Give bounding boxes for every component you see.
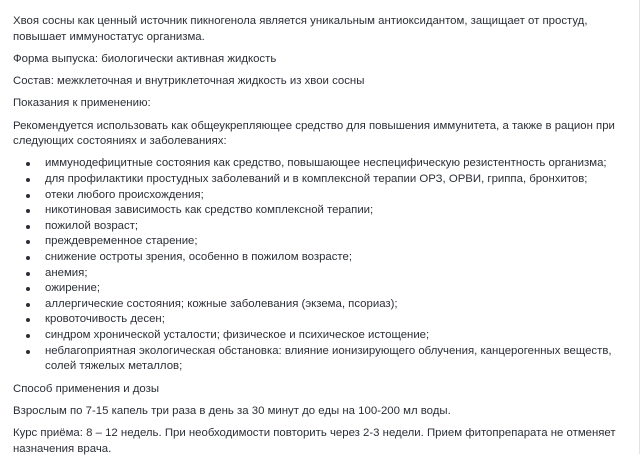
list-item xyxy=(45,188,621,204)
list-item-text: отеки любого происхождения; xyxy=(45,188,204,201)
list-item-text: синдром хронической усталости; физическое и психическое истощение; xyxy=(45,329,430,342)
bullet-icon xyxy=(26,240,30,244)
list-item xyxy=(45,156,621,172)
list-item-text: аллергические состояния; кожные заболевания (экзема, псориаз); xyxy=(45,297,398,310)
release-form: Форма выпуска: биологически активная жидкость xyxy=(13,52,277,65)
bullet-icon xyxy=(26,287,30,291)
list-item-text: пожилой возраст; xyxy=(45,219,139,232)
list-item xyxy=(45,203,621,219)
list-item xyxy=(45,297,621,313)
bullet-icon xyxy=(26,303,30,307)
bullet-icon xyxy=(26,350,30,354)
list-item xyxy=(45,312,621,328)
indications-list xyxy=(13,156,621,374)
list-item xyxy=(45,266,621,282)
list-item-text: кровоточивость десен; xyxy=(45,313,165,326)
list-item xyxy=(45,219,621,235)
dosage-paragraph: Взрослым по 7-15 капель три раза в день за 30 минут до еды на 100-200 мл воды. xyxy=(13,405,451,418)
bullet-icon xyxy=(26,194,30,198)
list-item xyxy=(45,328,621,344)
course-paragraph: Курс приёма: 8 – 12 недель. При необходимости повторить через 2-3 недели. Прием фитопрепарата не отменяет назначения врача. xyxy=(13,427,616,455)
list-item xyxy=(45,344,621,375)
dosage-heading: Способ применения и дозы xyxy=(13,382,160,395)
list-item-text: для профилактики простудных заболеваний и в комплексной терапии ОРЗ, ОРВИ, гриппа, бронхитов; xyxy=(45,173,588,186)
list-item-text: ожирение; xyxy=(45,282,101,295)
list-item xyxy=(45,234,621,250)
list-item xyxy=(45,281,621,297)
list-item xyxy=(45,250,621,266)
composition: Состав: межклеточная и внутриклеточная жидкость из хвои сосны xyxy=(13,75,365,88)
bullet-icon xyxy=(26,272,30,276)
intro-paragraph: Хвоя сосны как ценный источник пикногенола является уникальным антиоксидантом, защищает от простуд, повышает иммуностатус организма. xyxy=(13,15,588,43)
list-item-text: никотиновая зависимость как средство комплексной терапии; xyxy=(45,204,374,217)
list-item-text: анемия; xyxy=(45,266,88,279)
indications-heading: Показания к применению: xyxy=(13,97,151,110)
recommendation-paragraph: Рекомендуется использовать как общеукрепляющее средство для повышения иммунитета, а также в рацион при следующих состояниях и заболеваниях: xyxy=(13,119,615,148)
bullet-icon xyxy=(26,318,30,322)
bullet-icon xyxy=(26,209,30,213)
list-item-text: преждевременное старение; xyxy=(45,235,198,248)
bullet-icon xyxy=(26,178,30,182)
list-item-text: неблагоприятная экологическая обстановка: влияние ионизирующего облучения, канцерогенных веществ, солей тяжелых металлов; xyxy=(45,344,612,373)
list-item-text: снижение остроты зрения, особенно в пожилом возрасте; xyxy=(45,251,353,264)
list-item xyxy=(45,172,621,188)
bullet-icon xyxy=(26,334,30,338)
bullet-icon xyxy=(26,256,30,260)
bullet-icon xyxy=(26,225,30,229)
bullet-icon xyxy=(26,162,30,166)
list-item-text: иммунодефицитные состояния как средство, повышающее неспецифическую резистентность организма; xyxy=(45,157,607,170)
